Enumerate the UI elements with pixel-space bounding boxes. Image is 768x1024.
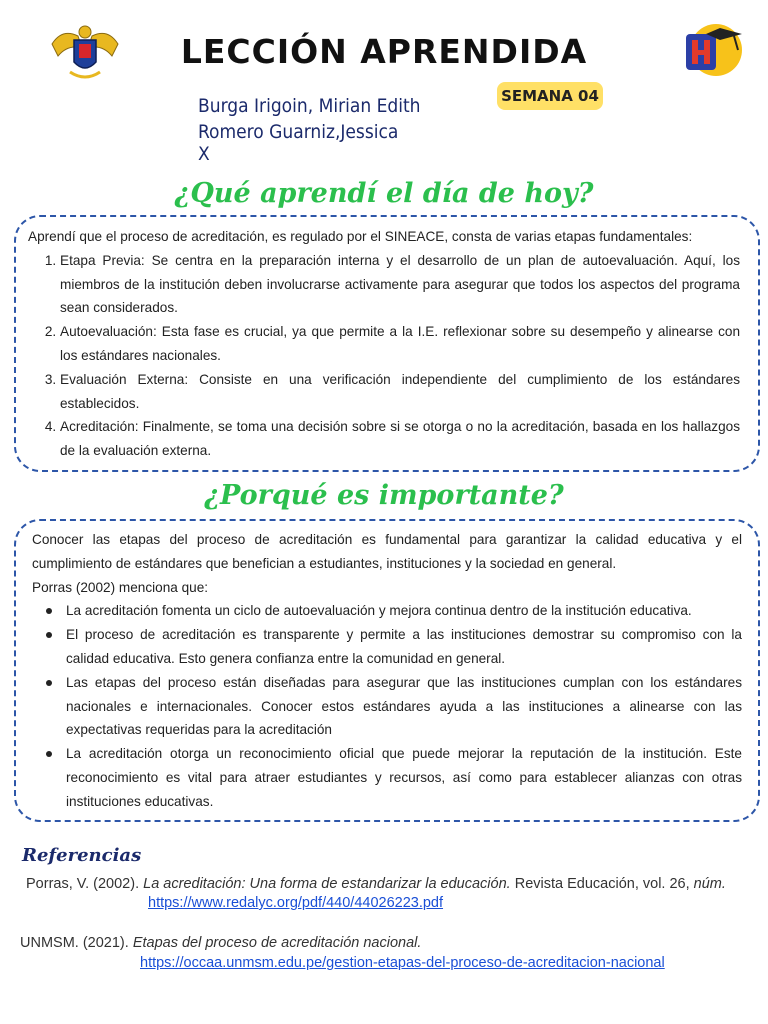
list-item: [66, 742, 742, 813]
references-heading: Referencias: [22, 845, 142, 866]
page-title: LECCIÓN APRENDIDA: [180, 32, 588, 71]
ref2-title: Etapas del proceso de acreditación nacional.: [132, 935, 422, 951]
bullet-text: Las etapas del proceso están diseñadas para asegurar que las instituciones cumplan con los estándares nacionales e internacionales. Conocer estos estándares ayuda a las instituciones a alinearse con las expectativas requeridas para la acreditación: [66, 674, 742, 738]
ref2-link[interactable]: https://occaa.unmsm.edu.pe/gestion-etapas-del-proceso-de-acreditacion-nacional: [140, 955, 665, 971]
ref1-num: núm.: [693, 876, 726, 892]
importance-bullets: [32, 599, 742, 813]
importance-intro: Conocer las etapas del proceso de acreditación es fundamental para garantizar la calidad educativa y el cumplimiento de estándares que benefician a estudiantes, instituciones y la sociedad en general.: [32, 532, 742, 571]
what-learned-content: [28, 225, 740, 463]
teacher-name: Romero Guarniz,Jessica: [198, 121, 399, 143]
importance-content: [32, 528, 742, 814]
bullet-dot-icon: [46, 680, 52, 686]
cycle-value: X: [198, 143, 210, 165]
bullet-text: La acreditación fomenta un ciclo de autoevaluación y mejora continua dentro de la institución educativa.: [66, 603, 692, 619]
bullet-dot-icon: [46, 632, 52, 638]
ref2-authors: UNMSM. (2021).: [20, 935, 133, 951]
reference-1: [26, 876, 726, 892]
list-item: 1. Etapa Previa: Se centra en la preparación interna y el desarrollo de un plan de autoevaluación. Aquí, los miembros de la institución deben involucrarse activamente para asegurar que todos los aspectos del programa sean considerados.: [60, 249, 740, 320]
bullet-dot-icon: [46, 608, 52, 614]
ref1-link[interactable]: https://www.redalyc.org/pdf/440/44026223.pdf: [148, 895, 444, 911]
week-badge: SEMANA 04: [497, 82, 603, 110]
stages-list: [28, 249, 740, 463]
student-name: Burga Irigoin, Mirian Edith: [198, 95, 421, 117]
bullet-dot-icon: [46, 751, 52, 757]
reference-1-link-row: [148, 895, 443, 911]
list-item: 4. Acreditación: Finalmente, se toma una decisión sobre si se otorga o no la acreditación, basada en los hallazgos de la evaluación externa.: [60, 415, 740, 463]
section-importance-title: ¿Porqué es importante?: [204, 480, 564, 511]
bullet-text: La acreditación otorga un reconocimiento oficial que puede mejorar la reputación de la institución. Este reconocimiento es vital para atraer estudiantes y recursos, así como para establecer alianzas con otras instituciones educativas.: [66, 746, 742, 809]
reference-2-link-row: [140, 955, 665, 971]
ref1-authors: Porras, V. (2002).: [26, 876, 144, 892]
list-item: [66, 671, 742, 742]
ref1-journal: Revista Educación, vol. 26,: [510, 876, 694, 892]
list-item: 2. Autoevaluación: Esta fase es crucial, ya que permite a la I.E. reflexionar sobre su desempeño y alinearse con los estándares nacionales.: [60, 320, 740, 368]
section-what-learned-title: ¿Qué aprendí el día de hoy?: [174, 178, 594, 209]
bullet-text: El proceso de acreditación es transparente y permite a las instituciones demostrar su compromiso con la calidad educativa. Esto genera confianza entre la comunidad en general.: [66, 627, 742, 666]
reference-2: [20, 935, 421, 951]
importance-citation: Porras (2002) menciona que:: [32, 579, 209, 595]
list-item: [66, 599, 742, 623]
list-item: 3. Evaluación Externa: Consiste en una verificación independiente del cumplimiento de los estándares establecidos.: [60, 368, 740, 416]
ref1-title: La acreditación: Una forma de estandarizar la educación.: [143, 876, 511, 892]
list-item: [66, 623, 742, 671]
what-learned-intro: Aprendí que el proceso de acreditación, es regulado por el SINEACE, consta de varias etapas fundamentales:: [28, 229, 693, 244]
